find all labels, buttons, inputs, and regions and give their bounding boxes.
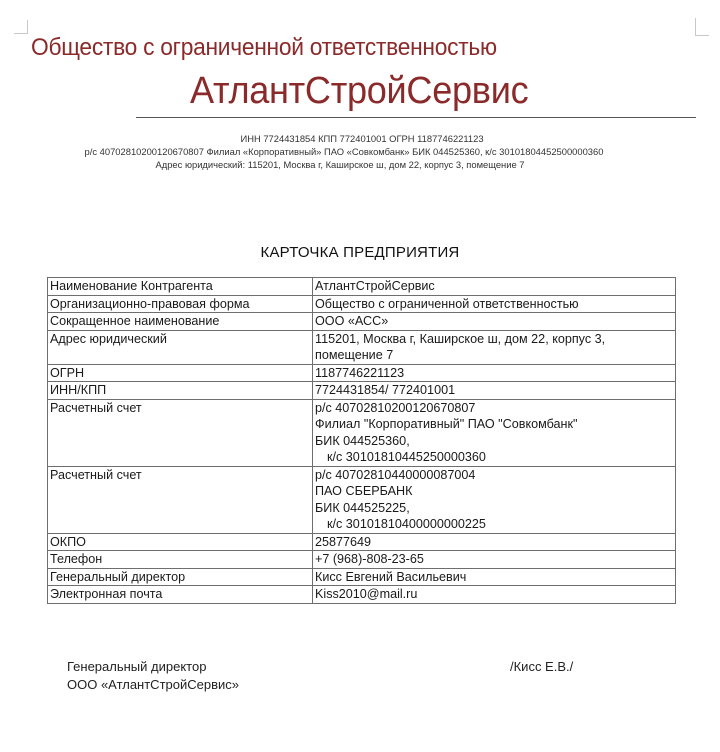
row-value xyxy=(313,551,676,569)
row-label: Телефон xyxy=(48,551,313,569)
row-value xyxy=(313,295,676,313)
value-line: Филиал "Корпоративный" ПАО "Совкомбанк" xyxy=(315,417,578,431)
row-value xyxy=(313,382,676,400)
signatory-name: /Кисс Е.В./ xyxy=(510,659,574,674)
row-value xyxy=(313,533,676,551)
row-value xyxy=(313,466,676,533)
company-name-heading: АтлантСтройСервис xyxy=(190,70,529,112)
value-line: ПАО СБЕРБАНК xyxy=(315,484,413,498)
table-row xyxy=(48,533,676,551)
row-label: ОГРН xyxy=(48,364,313,382)
signatory-company: ООО «АтлантСтройСервис» xyxy=(67,677,239,692)
table-row xyxy=(48,364,676,382)
value-line: 7724431854/ 772401001 xyxy=(315,383,456,397)
row-label: Адрес юридический xyxy=(48,330,313,364)
table-row xyxy=(48,399,676,466)
card-title: КАРТОЧКА ПРЕДПРИЯТИЯ xyxy=(260,244,460,261)
row-value xyxy=(313,568,676,586)
company-legal-form-heading: Общество с ограниченной ответственностью xyxy=(31,34,497,61)
row-label: Генеральный директор xyxy=(48,568,313,586)
row-value xyxy=(313,313,676,331)
signature-block xyxy=(67,658,239,694)
value-line: 25877649 xyxy=(315,534,372,549)
email-value: Kiss2010@mail.ru xyxy=(315,587,418,601)
table-row xyxy=(48,278,676,296)
value-line: Общество с ограниченной ответственностью xyxy=(315,296,579,311)
table-row xyxy=(48,466,676,533)
table-row xyxy=(48,382,676,400)
value-line: БИК 044525360, xyxy=(315,433,410,448)
row-label: Наименование Контрагента xyxy=(48,278,313,296)
signatory-position: Генеральный директор xyxy=(67,659,207,674)
row-label: Расчетный счет xyxy=(48,466,313,533)
value-line: ООО «АСС» xyxy=(315,314,389,328)
page-corner-mark-top-left xyxy=(14,20,28,34)
table-row xyxy=(48,330,676,364)
header-divider xyxy=(136,117,696,118)
row-value xyxy=(313,278,676,296)
row-value xyxy=(313,586,676,604)
row-value xyxy=(313,399,676,466)
requisites-line-address: Адрес юридический: 115201, Москва г, Каширское ш, дом 22, корпус 3, помещение 7 xyxy=(155,159,525,170)
value-line: АтлантСтройСервис xyxy=(315,279,435,293)
value-line: к/с 30101810400000000225 xyxy=(327,517,486,531)
table-row xyxy=(48,313,676,331)
company-card-table xyxy=(47,277,676,604)
row-label: Электронная почта xyxy=(48,586,313,604)
page-corner-mark-top-right xyxy=(695,18,709,36)
table-row xyxy=(48,568,676,586)
row-label: Сокращенное наименование xyxy=(48,313,313,331)
row-label: Расчетный счет xyxy=(48,399,313,466)
value-line: помещение 7 xyxy=(315,348,394,362)
value-line: +7 (968)-808-23-65 xyxy=(315,552,424,566)
requisites-line-tax-ids: ИНН 7724431854 КПП 772401001 ОГРН 1187746221123 xyxy=(240,133,484,144)
value-line: БИК 044525225, xyxy=(315,500,410,515)
row-label: Организационно-правовая форма xyxy=(48,295,313,313)
table-row xyxy=(48,586,676,604)
value-line: 115201, Москва г, Каширское ш, дом 22, корпус 3, xyxy=(315,331,606,346)
table-row xyxy=(48,295,676,313)
value-line: 1187746221123 xyxy=(315,365,405,380)
value-line: р/с 40702810440000087004 xyxy=(315,467,476,482)
value-line: р/с 40702810200120670807 xyxy=(315,400,476,415)
requisites-line-bank: р/с 40702810200120670807 Филиал «Корпоративный» ПАО «Совкомбанк» БИК 044525360, к/с 30101804452500000360 xyxy=(84,146,604,157)
table-row xyxy=(48,551,676,569)
value-line: к/с 30101810445250000360 xyxy=(327,450,486,464)
row-label: ИНН/КПП xyxy=(48,382,313,400)
row-label: ОКПО xyxy=(48,533,313,551)
row-value xyxy=(313,364,676,382)
value-line: Кисс Евгений Васильевич xyxy=(315,569,467,584)
row-value xyxy=(313,330,676,364)
